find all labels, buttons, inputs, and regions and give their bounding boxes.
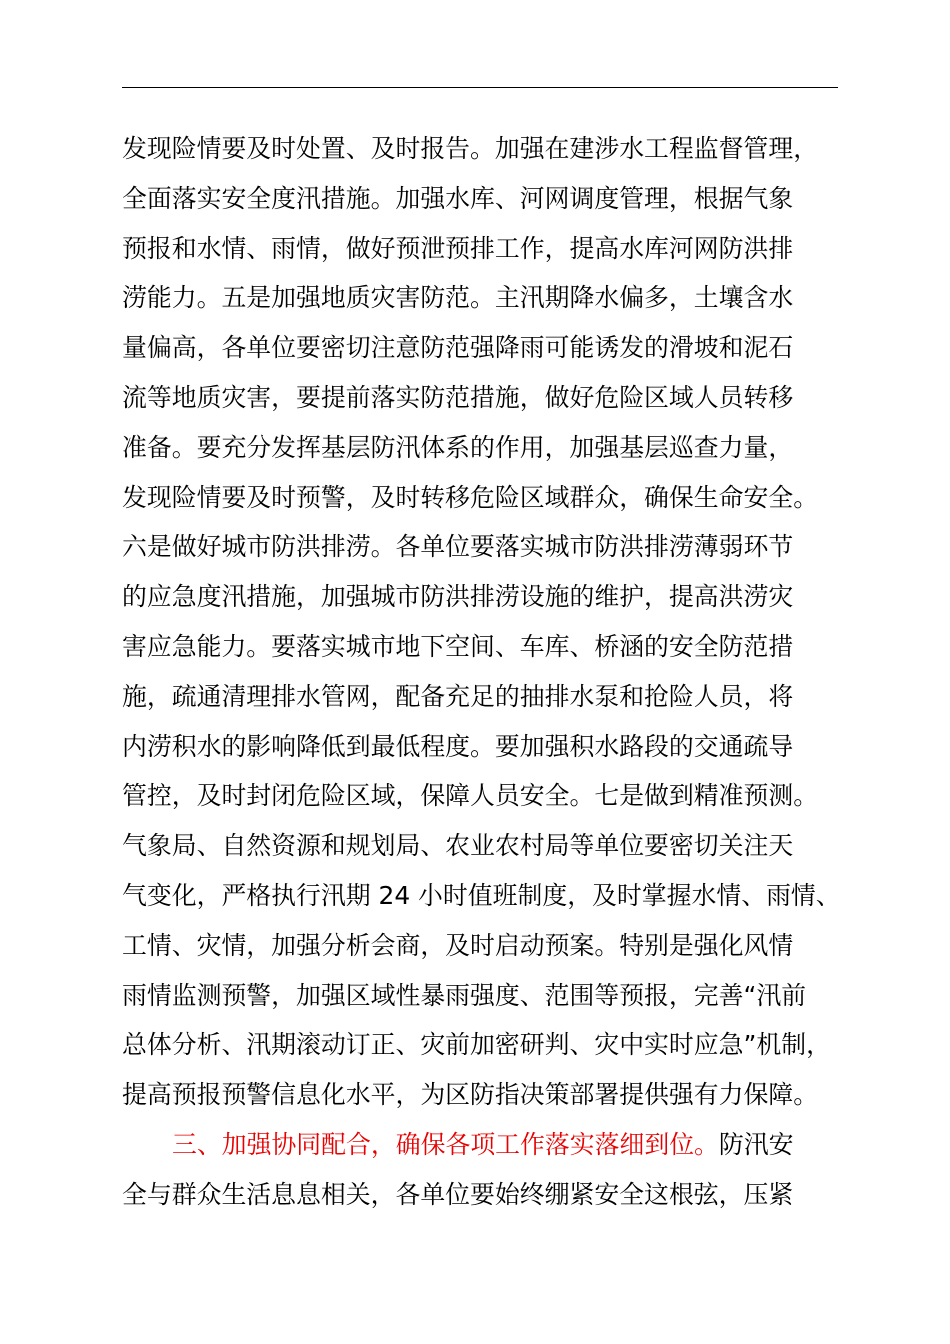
text-line: 工情、灾情，加强分析会商，及时启动预案。特别是强化风情 [122, 930, 794, 960]
text-line: 流等地质灾害，要提前落实防范措施，做好危险区域人员转移 [122, 382, 794, 412]
text-line: 六是做好城市防洪排涝。各单位要落实城市防洪排涝薄弱环节 [122, 532, 794, 562]
text-line: 气变化，严格执行汛期 24 小时值班制度，及时掌握水情、雨情、 [122, 880, 841, 910]
document-body [122, 124, 882, 1220]
text-line: 气象局、自然资源和规划局、农业农村局等单位要密切关注天 [122, 831, 794, 861]
text-line: 总体分析、汛期滚动订正、灾前加密研判、灾中实时应急”机制， [122, 1030, 831, 1060]
text-line: 管控，及时封闭危险区域，保障人员安全。七是做到精准预测。 [122, 781, 819, 811]
text-line: 发现险情要及时处置、及时报告。加强在建涉水工程监督管理， [122, 134, 819, 163]
text-line: 内涝积水的影响降低到最低程度。要加强积水路段的交通疏导 [122, 731, 794, 761]
text-line: 量偏高，各单位要密切注意防范强降雨可能诱发的滑坡和泥石 [122, 333, 794, 363]
text-line: 害应急能力。要落实城市地下空间、车库、桥涵的安全防范措 [122, 631, 794, 661]
text-line: 预报和水情、雨情，做好预泄预排工作，提高水库河网防洪排 [122, 233, 794, 263]
section-3-heading-continuation: 防汛安 [718, 1129, 794, 1159]
section-3-first-line [122, 1120, 882, 1170]
text-line: 提高预报预警信息化水平，为区防指决策部署提供强有力保障。 [122, 1080, 819, 1110]
text-line: 雨情监测预警，加强区域性暴雨强度、范围等预报，完善“汛前 [122, 980, 807, 1010]
section-3-heading: 三、加强协同配合，确保各项工作落实落细到位。 [172, 1129, 719, 1159]
text-line: 施，疏通清理排水管网，配备充足的抽排水泵和抢险人员，将 [122, 681, 794, 711]
section-3-paragraph [122, 1120, 882, 1220]
text-line: 准备。要充分发挥基层防汛体系的作用，加强基层巡查力量， [122, 432, 794, 462]
paragraph-1 [122, 124, 882, 1120]
text-line: 发现险情要及时预警，及时转移危险区域群众，确保生命安全。 [122, 482, 819, 512]
text-line: 的应急度汛措施，加强城市防洪排涝设施的维护，提高洪涝灾 [122, 582, 794, 612]
text-line: 涝能力。五是加强地质灾害防范。主汛期降水偏多，土壤含水 [122, 283, 794, 313]
text-line: 全与群众生活息息相关，各单位要始终绷紧安全这根弦，压紧 [122, 1179, 794, 1209]
header-rule [122, 87, 838, 88]
text-line: 全面落实安全度汛措施。加强水库、河网调度管理，根据气象 [122, 183, 794, 213]
